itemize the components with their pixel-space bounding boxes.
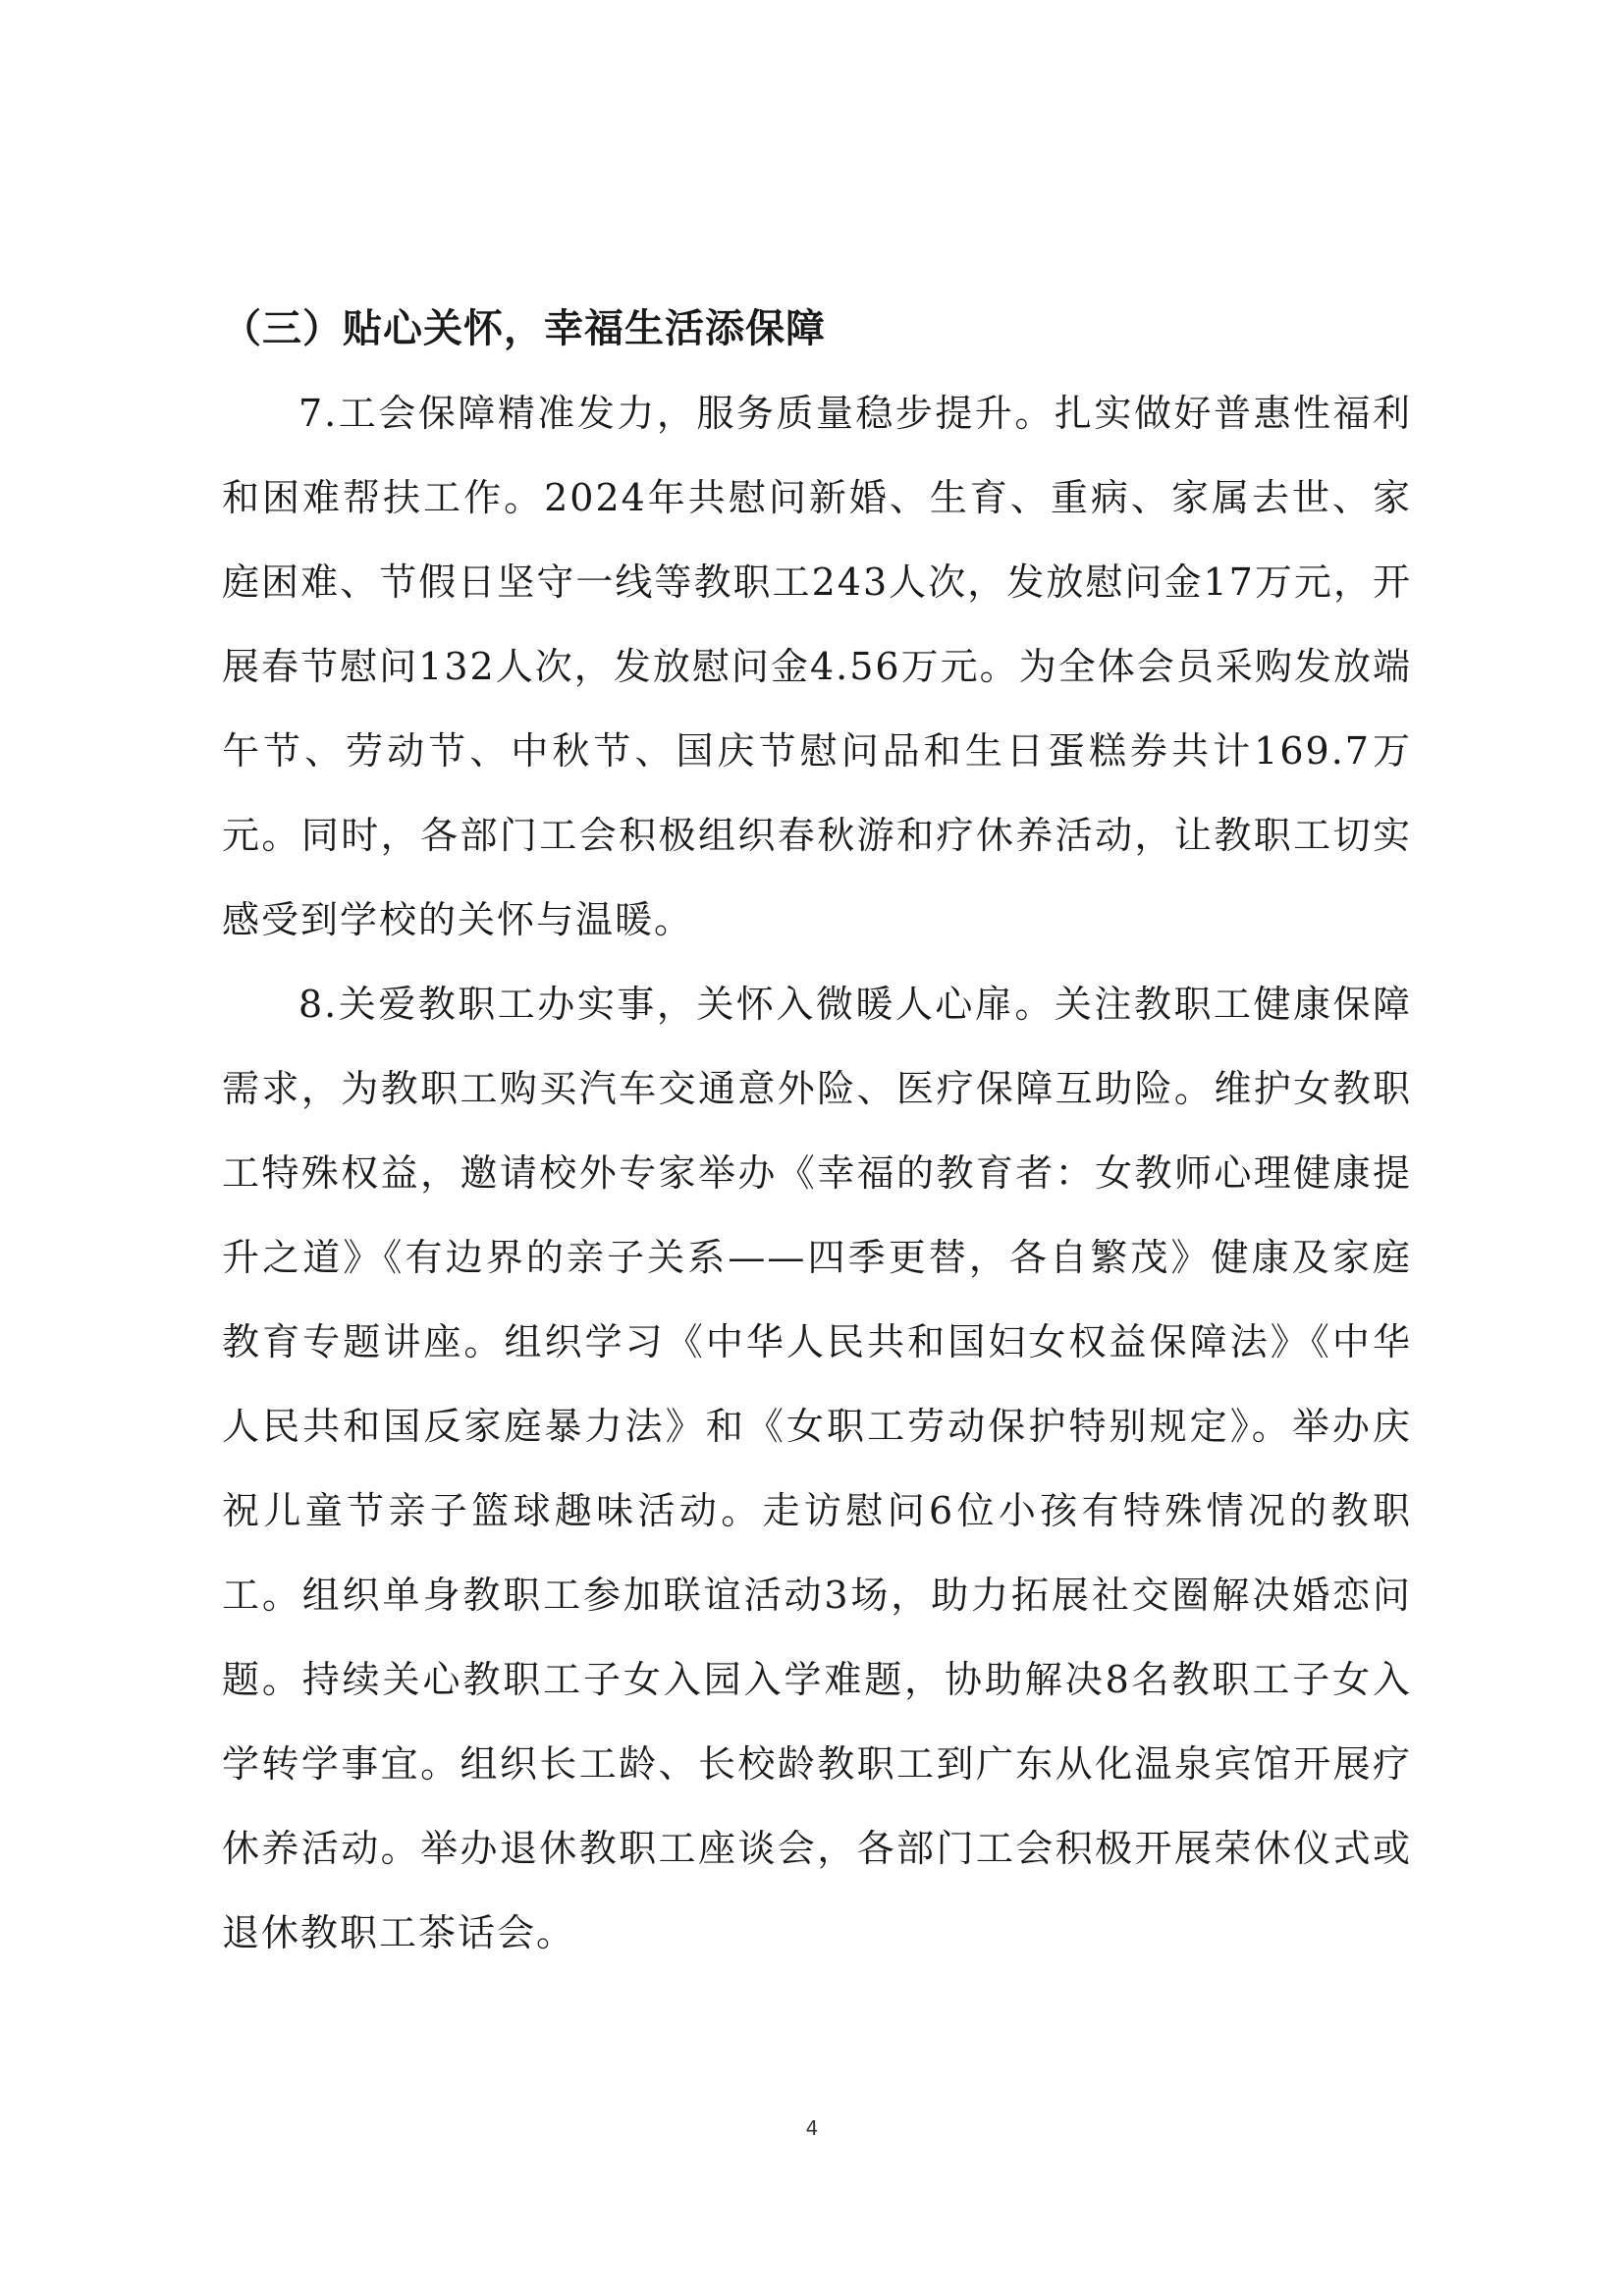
- document-body: [222, 287, 1412, 1975]
- page-number: 4: [805, 2116, 819, 2140]
- section-heading: （三）贴心关怀，幸福生活添保障: [222, 306, 826, 351]
- paragraph-union-welfare: 7.工会保障精准发力，服务质量稳步提升。扎实做好普惠性福利和困难帮扶工作。2024年共慰问新婚、生育、重病、家属去世、家庭困难、节假日坚守一线等教职工243人次，发放慰问金17万元，开展春节慰问132人次，发放慰问金4.56万元。为全体会员采购发放端午节、劳动节、中秋节、国庆节慰问品和生日蛋糕券共计169.7万元。同时，各部门工会积极组织春秋游和疗休养活动，让教职工切实感受到学校的关怀与温暖。: [222, 392, 1412, 941]
- paragraph-staff-care: 8.关爱教职工办实事，关怀入微暖人心扉。关注教职工健康保障需求，为教职工购买汽车交通意外险、医疗保障互助险。维护女教职工特殊权益，邀请校外专家举办《幸福的教育者：女教师心理健康提升之道》《有边界的亲子关系——四季更替，各自繁茂》健康及家庭教育专题讲座。组织学习《中华人民共和国妇女权益保障法》《中华人民共和国反家庭暴力法》和《女职工劳动保护特别规定》。举办庆祝儿童节亲子篮球趣味活动。走访慰问6位小孩有特殊情况的教职工。组织单身教职工参加联谊活动3场，助力拓展社交圈解决婚恋问题。持续关心教职工子女入园入学难题，协助解决8名教职工子女入学转学事宜。组织长工龄、长校龄教职工到广东从化温泉宾馆开展疗休养活动。举办退休教职工座谈会，各部门工会积极开展荣休仪式或退休教职工茶话会。: [222, 983, 1412, 1954]
